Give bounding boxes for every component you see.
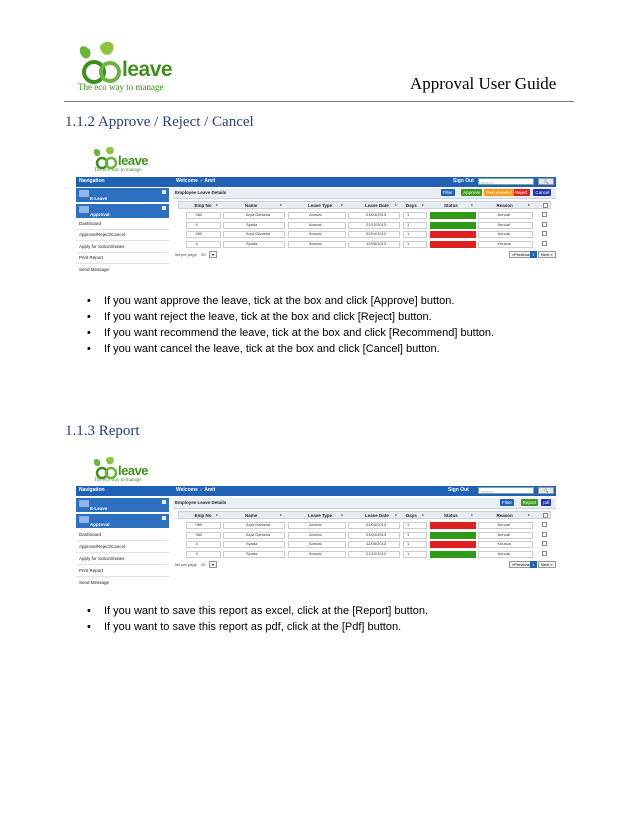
table-cell-reason: Annual: [497, 212, 510, 217]
sort-icon[interactable]: ♦: [528, 203, 530, 207]
table-cell-reason: Annual: [497, 522, 510, 527]
divider: [76, 552, 169, 553]
table-cell-emp: 060: [195, 522, 203, 527]
section-heading-report: 1.1.3 Report: [65, 423, 140, 439]
table-cell-days: 1: [407, 221, 410, 227]
collapse-icon[interactable]: [162, 206, 166, 210]
table-cell-date: 21/10/2013: [366, 550, 387, 556]
approve-instructions: [84, 293, 494, 357]
leave-panel: [173, 498, 556, 578]
eleave-icon: [79, 190, 89, 197]
chevron-down-icon[interactable]: ▾: [209, 561, 217, 568]
table-cell-name: Syada: [246, 221, 258, 227]
table-cell-box: [186, 222, 221, 229]
sign-out-link[interactable]: Sign Out: [448, 487, 469, 493]
app-logo: [92, 455, 182, 485]
previous-page-button[interactable]: «Previous: [509, 561, 533, 568]
column-header[interactable]: Status: [444, 203, 458, 208]
divider: [76, 252, 169, 253]
table-cell-emp: 060: [195, 231, 203, 236]
table-cell-name: Syada: [246, 550, 258, 556]
app-logo-tagline: The eco way to manage: [94, 478, 142, 483]
table-cell-type: Annual: [309, 212, 322, 217]
table-cell-box: [186, 241, 221, 248]
divider: [76, 540, 169, 541]
table-cell-reason: Annual: [497, 221, 510, 227]
sort-icon[interactable]: ♦: [280, 513, 282, 517]
table-cell-name: Syada: [246, 240, 258, 246]
column-header[interactable]: Reason: [496, 203, 513, 208]
table-cell-emp: 4: [195, 221, 198, 227]
sidebar-card-label: Approval: [90, 522, 110, 527]
row-checkbox[interactable]: [542, 541, 547, 546]
list-item: • If you want reject the leave, tick at the box and click [Reject] button.: [84, 309, 494, 325]
sidebar-card-approval[interactable]: [76, 204, 169, 218]
sidebar-item-approve-reject-cancel[interactable]: Approve/Reject/Cancel: [79, 232, 126, 237]
sort-icon[interactable]: ♦: [395, 513, 397, 517]
list-item: • If you want to save this report as pdf, click at the [Pdf] button.: [84, 619, 428, 635]
column-header[interactable]: Leave Type: [308, 203, 333, 208]
list-item: • If you want approve the leave, tick at the box and click [Approve] button.: [84, 293, 494, 309]
table-row: [178, 540, 551, 548]
table-cell-type: Annual: [309, 231, 322, 236]
sort-icon[interactable]: ♦: [528, 513, 530, 517]
sidebar-card-label: E-Leave: [90, 196, 108, 201]
per-page-label: list per page: [175, 562, 197, 567]
table-cell-days: 1: [407, 541, 410, 546]
sidebar-item-dashboard[interactable]: Dashboard: [79, 221, 102, 226]
table-cell-type: Annual: [309, 550, 322, 556]
sidebar-item-apply-subordinates[interactable]: Apply for Subordinates: [79, 556, 125, 561]
sidebar-card-label: E-Leave: [90, 506, 108, 511]
status-badge: [430, 541, 476, 548]
column-header[interactable]: Emp No: [194, 513, 212, 518]
table-cell-name: Arya Danisha: [246, 231, 271, 236]
status-badge: [430, 551, 476, 558]
table-cell-reason: Annual: [497, 231, 510, 236]
app-logo-word: leave: [118, 463, 149, 478]
column-header[interactable]: Name: [245, 513, 258, 518]
sidebar-card-eleave[interactable]: [76, 498, 169, 512]
divider: [76, 263, 169, 264]
filter-button[interactable]: Filter: [442, 190, 453, 195]
column-header[interactable]: Name: [245, 203, 258, 208]
sidebar-item-print-report[interactable]: Print Report: [79, 568, 104, 573]
row-checkbox[interactable]: [542, 241, 547, 246]
previous-page-button[interactable]: «Previous: [509, 251, 533, 258]
collapse-icon[interactable]: [162, 516, 166, 520]
report-button[interactable]: Report: [522, 500, 537, 505]
sort-icon[interactable]: ♦: [471, 513, 473, 517]
search-input[interactable]: search: [478, 178, 534, 185]
table-cell-box: [186, 522, 221, 529]
table-cell-name: Arya Danisha: [246, 212, 271, 217]
divider: [76, 564, 169, 565]
sidebar-item-print-report[interactable]: Print Report: [79, 255, 104, 260]
status-badge: [430, 522, 476, 529]
cancel-button[interactable]: Cancel: [535, 190, 550, 195]
column-header[interactable]: Days: [406, 513, 417, 518]
app-screenshot-report: [76, 455, 556, 585]
table-cell-emp: 4: [195, 550, 198, 556]
sort-icon[interactable]: ♦: [280, 203, 282, 207]
sidebar-card-label: Approval: [90, 212, 110, 217]
app-logo-tagline: The eco way to manage: [94, 168, 142, 173]
sort-icon[interactable]: ♦: [341, 513, 343, 517]
sidebar-card-eleave[interactable]: [76, 188, 169, 202]
table-cell-emp: 4: [195, 240, 198, 246]
select-all-checkbox[interactable]: [543, 203, 548, 208]
table-cell-date: 03/04/2013: [366, 531, 387, 537]
row-checkbox[interactable]: [542, 532, 547, 537]
table-cell-days: 1: [407, 522, 410, 527]
top-navigation-bar: [76, 486, 556, 496]
report-instructions: [84, 603, 428, 635]
table-cell-type: Annual: [309, 240, 322, 246]
table-cell-date: 02/04/2013: [366, 522, 387, 527]
search-button[interactable]: 🔍: [538, 178, 554, 185]
logo-word: leave: [122, 58, 173, 81]
panel-title: Employee Leave Details: [175, 190, 227, 195]
table-cell-name: Arya Danisha: [246, 522, 271, 527]
header-logo: [76, 38, 186, 93]
sort-icon[interactable]: ♦: [341, 203, 343, 207]
logo-tagline: The eco way to manage: [78, 82, 164, 92]
app-screenshot-approve: [76, 145, 556, 270]
recommend-button[interactable]: Recommend: [486, 190, 512, 195]
approve-button[interactable]: Approve: [463, 190, 480, 195]
table-header: [178, 201, 551, 209]
table-cell-reason: Annual: [497, 531, 510, 537]
status-badge: [430, 241, 476, 248]
table-row: [178, 521, 551, 529]
sort-icon[interactable]: ♦: [422, 203, 424, 207]
table-cell-box: [186, 212, 221, 219]
pdf-button[interactable]: pdf: [543, 500, 550, 505]
table-cell-type: Annual: [309, 531, 322, 537]
table-cell-date: 02/04/2013: [366, 231, 387, 236]
sort-icon[interactable]: ♦: [216, 203, 218, 207]
table-cell-box: [186, 231, 221, 238]
divider: [76, 229, 169, 230]
table-cell-date: 12/06/2013: [366, 541, 387, 546]
sidebar-item-approve-reject-cancel[interactable]: Approve/Reject/Cancel: [79, 544, 126, 549]
table-cell-days: 1: [407, 231, 410, 236]
search-button[interactable]: 🔍: [538, 487, 554, 494]
table-cell-date: 21/10/2013: [366, 221, 387, 227]
header-rule: [64, 101, 574, 102]
table-header: [178, 511, 551, 519]
sidebar-item-dashboard[interactable]: Dashboard: [79, 532, 102, 537]
list-item: • If you want to save this report as excel, click at the [Report] button.: [84, 603, 428, 619]
search-input[interactable]: search: [478, 487, 534, 494]
row-checkbox[interactable]: [542, 231, 547, 236]
table-cell-date: 03/04/2013: [366, 212, 387, 217]
welcome-user: Welcome ♂ Amit: [176, 178, 216, 184]
table-row: [178, 550, 551, 558]
collapse-icon[interactable]: [162, 190, 166, 194]
divider: [76, 240, 169, 241]
table-cell-emp: 4: [195, 541, 198, 546]
sort-icon[interactable]: ♦: [216, 513, 218, 517]
table-row: [178, 211, 551, 219]
column-header[interactable]: Status: [444, 513, 458, 518]
per-page-label: list per page: [175, 252, 197, 257]
column-header[interactable]: Reason: [496, 513, 513, 518]
column-header[interactable]: Emp No: [194, 203, 212, 208]
sidebar-card-approval[interactable]: [76, 514, 169, 528]
table-cell-name: Arya Danisha: [246, 531, 271, 537]
table-cell-type: Annual: [309, 522, 322, 527]
chevron-down-icon[interactable]: ▾: [209, 251, 217, 258]
eleave-icon: [79, 500, 89, 507]
column-header[interactable]: Leave Type: [308, 513, 333, 518]
page-number[interactable]: 1: [530, 561, 537, 568]
per-page-select[interactable]: 20: [201, 562, 206, 567]
table-cell-days: 1: [407, 240, 410, 246]
approval-icon: [79, 206, 89, 213]
per-page-select[interactable]: 20: [201, 252, 206, 257]
sidebar-item-send-message[interactable]: Send Message: [79, 267, 110, 272]
list-item: • If you want cancel the leave, tick at the box and click [Cancel] button.: [84, 341, 494, 357]
status-badge: [430, 212, 476, 219]
status-badge: [430, 231, 476, 238]
navigation-label: Navigation: [79, 487, 105, 493]
row-checkbox[interactable]: [542, 522, 547, 527]
navigation-label: Navigation: [79, 178, 105, 184]
column-header[interactable]: Days: [406, 203, 417, 208]
sign-out-link[interactable]: Sign Out: [453, 178, 474, 184]
page-number[interactable]: 1: [530, 251, 537, 258]
sidebar-item-send-message[interactable]: Send Message: [79, 580, 110, 585]
row-checkbox[interactable]: [542, 222, 547, 227]
table-row: [178, 240, 551, 248]
divider: [76, 576, 169, 577]
table-cell-type: Annual: [309, 541, 322, 546]
table-cell-days: 1: [407, 531, 410, 537]
table-cell-type: Annual: [309, 221, 322, 227]
column-header[interactable]: Leave Date: [365, 513, 389, 518]
table-row: [178, 221, 551, 229]
table-cell-reason: Khusus: [497, 240, 511, 246]
table-cell-emp: 060: [195, 531, 203, 537]
leave-panel: [173, 188, 556, 268]
column-header[interactable]: Leave Date: [365, 203, 389, 208]
table-cell-reason: Khusus: [497, 541, 511, 546]
select-all-checkbox[interactable]: [543, 513, 548, 518]
panel-toolbar: [173, 498, 556, 509]
table-row: [178, 230, 551, 238]
row-checkbox[interactable]: [542, 212, 547, 217]
list-item: • If you want recommend the leave, tick at the box and click [Recommend] button.: [84, 325, 494, 341]
table-cell-reason: Annual: [497, 550, 510, 556]
sidebar-item-apply-subordinates[interactable]: Apply for Subordinates: [79, 244, 125, 249]
table-cell-box: [186, 541, 221, 548]
app-logo-word: leave: [118, 153, 149, 168]
sort-icon[interactable]: ♦: [471, 203, 473, 207]
row-checkbox[interactable]: [542, 551, 547, 556]
next-page-button[interactable]: Next »: [538, 251, 556, 258]
document-title: Approval User Guide: [410, 74, 557, 93]
table-cell-days: 1: [407, 550, 410, 556]
top-navigation-bar: [76, 177, 556, 187]
section-heading-approve: 1.1.2 Approve / Reject / Cancel: [65, 114, 254, 130]
table-cell-date: 12/06/2013: [366, 240, 387, 246]
next-page-button[interactable]: Next »: [538, 561, 556, 568]
table-cell-days: 1: [407, 212, 410, 217]
sort-icon[interactable]: ♦: [422, 513, 424, 517]
sort-icon[interactable]: ♦: [395, 203, 397, 207]
collapse-icon[interactable]: [162, 500, 166, 504]
table-cell-emp: 060: [195, 212, 203, 217]
approval-icon: [79, 516, 89, 523]
welcome-user: Welcome ♂ Amit: [176, 487, 216, 493]
app-logo: [92, 145, 182, 175]
filter-button[interactable]: Filter: [502, 500, 512, 505]
reject-button[interactable]: Reject: [514, 190, 528, 195]
table-cell-box: [186, 551, 221, 558]
status-badge: [430, 532, 476, 539]
status-badge: [430, 222, 476, 229]
table-cell-box: [186, 532, 221, 539]
panel-title: Employee Leave Details: [175, 500, 227, 505]
table-row: [178, 531, 551, 539]
table-cell-name: Syada: [246, 541, 258, 546]
